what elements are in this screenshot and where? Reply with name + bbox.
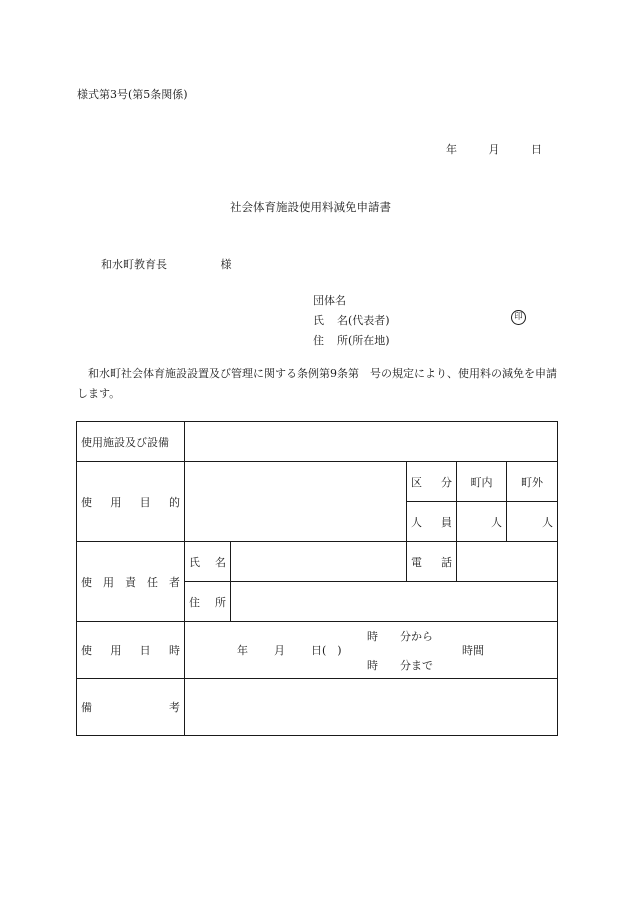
manager-name-row [77, 542, 558, 582]
seal-icon: 印 [511, 310, 526, 325]
manager-address-field[interactable] [231, 582, 558, 622]
manager-label: 使 用 責 任 者 [77, 542, 185, 622]
form-number: 様式第3号(第5条関係) [77, 88, 188, 101]
request-statement: 和水町社会体育施設設置及び管理に関する条例第9条第 号の規定により、使用料の減免を申請します。 [77, 367, 557, 400]
remarks-label: 備 考 [77, 679, 185, 736]
addressee-honorific: 様 [220, 258, 232, 271]
application-table [76, 421, 558, 736]
representative-name-label: 氏 名(代表者) [313, 314, 390, 327]
purpose-label: 使 用 目 的 [77, 462, 185, 542]
document-title: 社会体育施設使用料減免申請書 [230, 200, 391, 214]
date-day-label: 日 [531, 143, 542, 156]
manager-name-field[interactable] [231, 542, 407, 582]
purpose-value[interactable] [185, 462, 407, 542]
applicant-block [313, 291, 390, 351]
datetime-field[interactable] [185, 622, 558, 679]
purpose-row [77, 462, 558, 502]
phone-label: 電 話 [407, 542, 457, 582]
time-to: 時 分まで [367, 659, 433, 672]
people-inside-field[interactable]: 人 [457, 502, 507, 542]
facility-label: 使用施設及び設備 [77, 422, 185, 462]
phone-field[interactable] [457, 542, 558, 582]
facility-row [77, 422, 558, 462]
datetime-label: 使 用 日 時 [77, 622, 185, 679]
date-line [446, 141, 542, 157]
category-label: 区 分 [407, 462, 457, 502]
date-year-label: 年 [446, 143, 457, 156]
outside-town-label: 町外 [507, 462, 558, 502]
datetime-row [77, 622, 558, 679]
people-label: 人 員 [407, 502, 457, 542]
usage-hours: 時間 [462, 644, 484, 657]
address-label: 住 所(所在地) [313, 334, 390, 347]
inside-town-label: 町内 [457, 462, 507, 502]
facility-value[interactable] [185, 422, 558, 462]
usage-date: 年 月 日( ) [237, 644, 342, 657]
addressee [101, 256, 232, 272]
remarks-row [77, 679, 558, 736]
manager-name-label: 氏 名 [185, 542, 231, 582]
time-from: 時 分から [367, 630, 433, 643]
date-month-label: 月 [488, 143, 500, 156]
manager-address-label: 住 所 [185, 582, 231, 622]
group-name-label: 団体名 [313, 294, 346, 307]
addressee-name: 和水町教育長 [101, 258, 167, 271]
remarks-field[interactable] [185, 679, 558, 736]
people-outside-field[interactable]: 人 [507, 502, 558, 542]
